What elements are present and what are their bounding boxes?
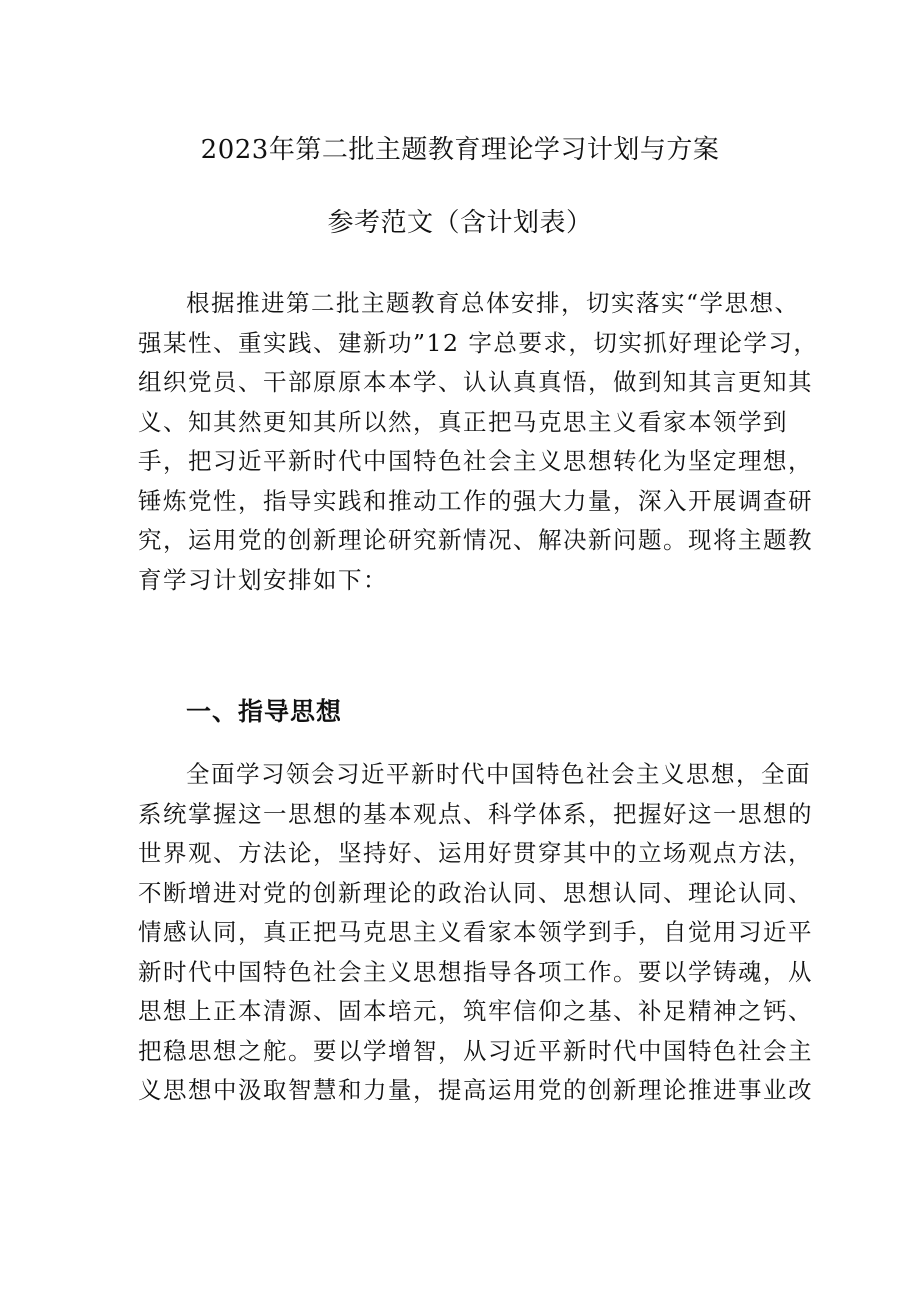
- paragraph-line: 世界观、方法论，坚持好、运用好贯穿其中的立场观点方法，: [138, 839, 813, 867]
- intro-paragraph: [138, 284, 819, 600]
- paragraph-line: 强某性、重实践、建新功”12 字总要求，切实抓好理论学习，: [138, 328, 819, 357]
- paragraph-line: 根据推进第二批主题教育总体安排，切实落实“学思想、: [186, 289, 800, 317]
- document-title-line-1: 2023年第二批主题教育理论学习计划与方案: [200, 135, 720, 165]
- section-heading-guiding-ideology: 一、指导思想: [186, 697, 343, 726]
- paragraph-line: 全面学习领会习近平新时代中国特色社会主义思想，全面: [186, 760, 811, 788]
- paragraph-line: 手，把习近平新时代中国特色社会主义思想转化为坚定理想，: [138, 447, 813, 475]
- paragraph-line: 义思想中汲取智慧和力量，提高运用党的创新理论推进事业改: [138, 1076, 813, 1104]
- paragraph-line: 育学习计划安排如下：: [138, 565, 388, 594]
- paragraph-line: 把稳思想之舵。要以学增智，从习近平新时代中国特色社会主: [138, 1036, 813, 1065]
- paragraph-line: 系统掌握这一思想的基本观点、科学体系，把握好这一思想的: [138, 799, 813, 828]
- paragraph-line: 组织党员、干部原原本本学、认认真真悟，做到知其言更知其: [138, 368, 813, 396]
- document-title-line-2: 参考范文（含计划表）: [327, 208, 593, 238]
- paragraph-line: 义、知其然更知其所以然，真正把马克思主义看家本领学到: [138, 407, 788, 436]
- paragraph-line: 新时代中国特色社会主义思想指导各项工作。要以学铸魂，从: [138, 957, 813, 986]
- section1-paragraph: [138, 755, 813, 1111]
- paragraph-line: 究，运用党的创新理论研究新情况、解决新问题。现将主题教: [138, 526, 813, 554]
- paragraph-line: 不断增进对党的创新理论的政治认同、思想认同、理论认同、: [138, 878, 813, 907]
- paragraph-line: 锤炼党性，指导实践和推动工作的强大力量，深入开展调查研: [138, 486, 813, 515]
- paragraph-line: 思想上正本清源、固本培元，筑牢信仰之基、补足精神之钙、: [138, 997, 813, 1025]
- paragraph-line: 情感认同，真正把马克思主义看家本领学到手，自觉用习近平: [138, 918, 813, 946]
